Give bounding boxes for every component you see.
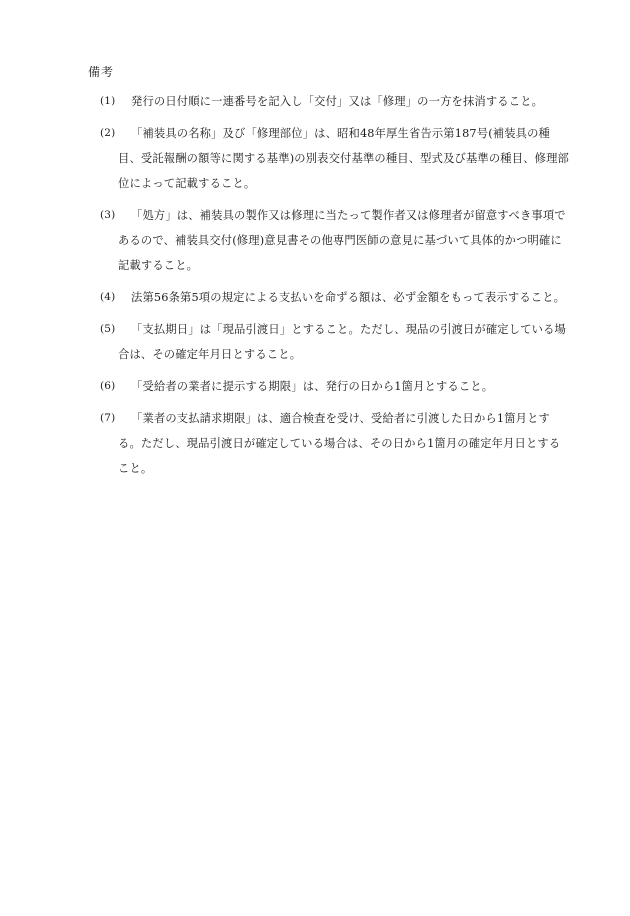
- note-number: (5): [100, 323, 116, 335]
- note-text: 「受給者の業者に提示する期限」は、発行の日から1箇月とすること。: [131, 380, 494, 393]
- note-text: 「業者の支払請求期限」は、適合検査を受け、受給者に引渡した日から1箇月とする。ただし、現品引渡日が確定している場合は、その日から1箇月の確定年月日とすること。: [118, 412, 561, 475]
- note-number: (1): [100, 95, 116, 107]
- note-text: 法第56条第5項の規定による支払いを命ずる額は、必ず金額をもって表示すること。: [131, 291, 566, 304]
- note-item: [100, 406, 570, 481]
- note-item: [100, 374, 570, 399]
- note-number: (2): [100, 127, 116, 139]
- note-text: 「補装具の名称」及び「修理部位」は、昭和48年厚生省告示第187号(補装具の種目、受託報酬の額等に関する基準)の別表交付基準の種目、型式及び基準の種目、修理部位によって記載すること。: [118, 127, 569, 190]
- note-number: (7): [100, 412, 116, 424]
- note-item: [100, 317, 570, 367]
- note-text: 発行の日付順に一連番号を記入し「交付」又は「修理」の一方を抹消すること。: [131, 95, 544, 108]
- note-number: (3): [100, 209, 116, 221]
- note-text: 「処方」は、補装具の製作又は修理に当たって製作者又は修理者が留意すべき事項であるので、補装具交付(修理)意見書その他専門医師の意見に基づいて具体的かつ明確に記載すること。: [118, 209, 566, 272]
- note-number: (6): [100, 380, 116, 392]
- notes-list: [100, 89, 570, 488]
- note-item: [100, 203, 570, 278]
- note-number: (4): [100, 291, 116, 303]
- note-text: 「支払期日」は「現品引渡日」とすること。ただし、現品の引渡日が確定している場合は、その確定年月日とすること。: [118, 323, 566, 361]
- note-item: [100, 285, 570, 310]
- page-title: 備考: [88, 65, 115, 79]
- note-item: [100, 89, 570, 114]
- note-item: [100, 121, 570, 196]
